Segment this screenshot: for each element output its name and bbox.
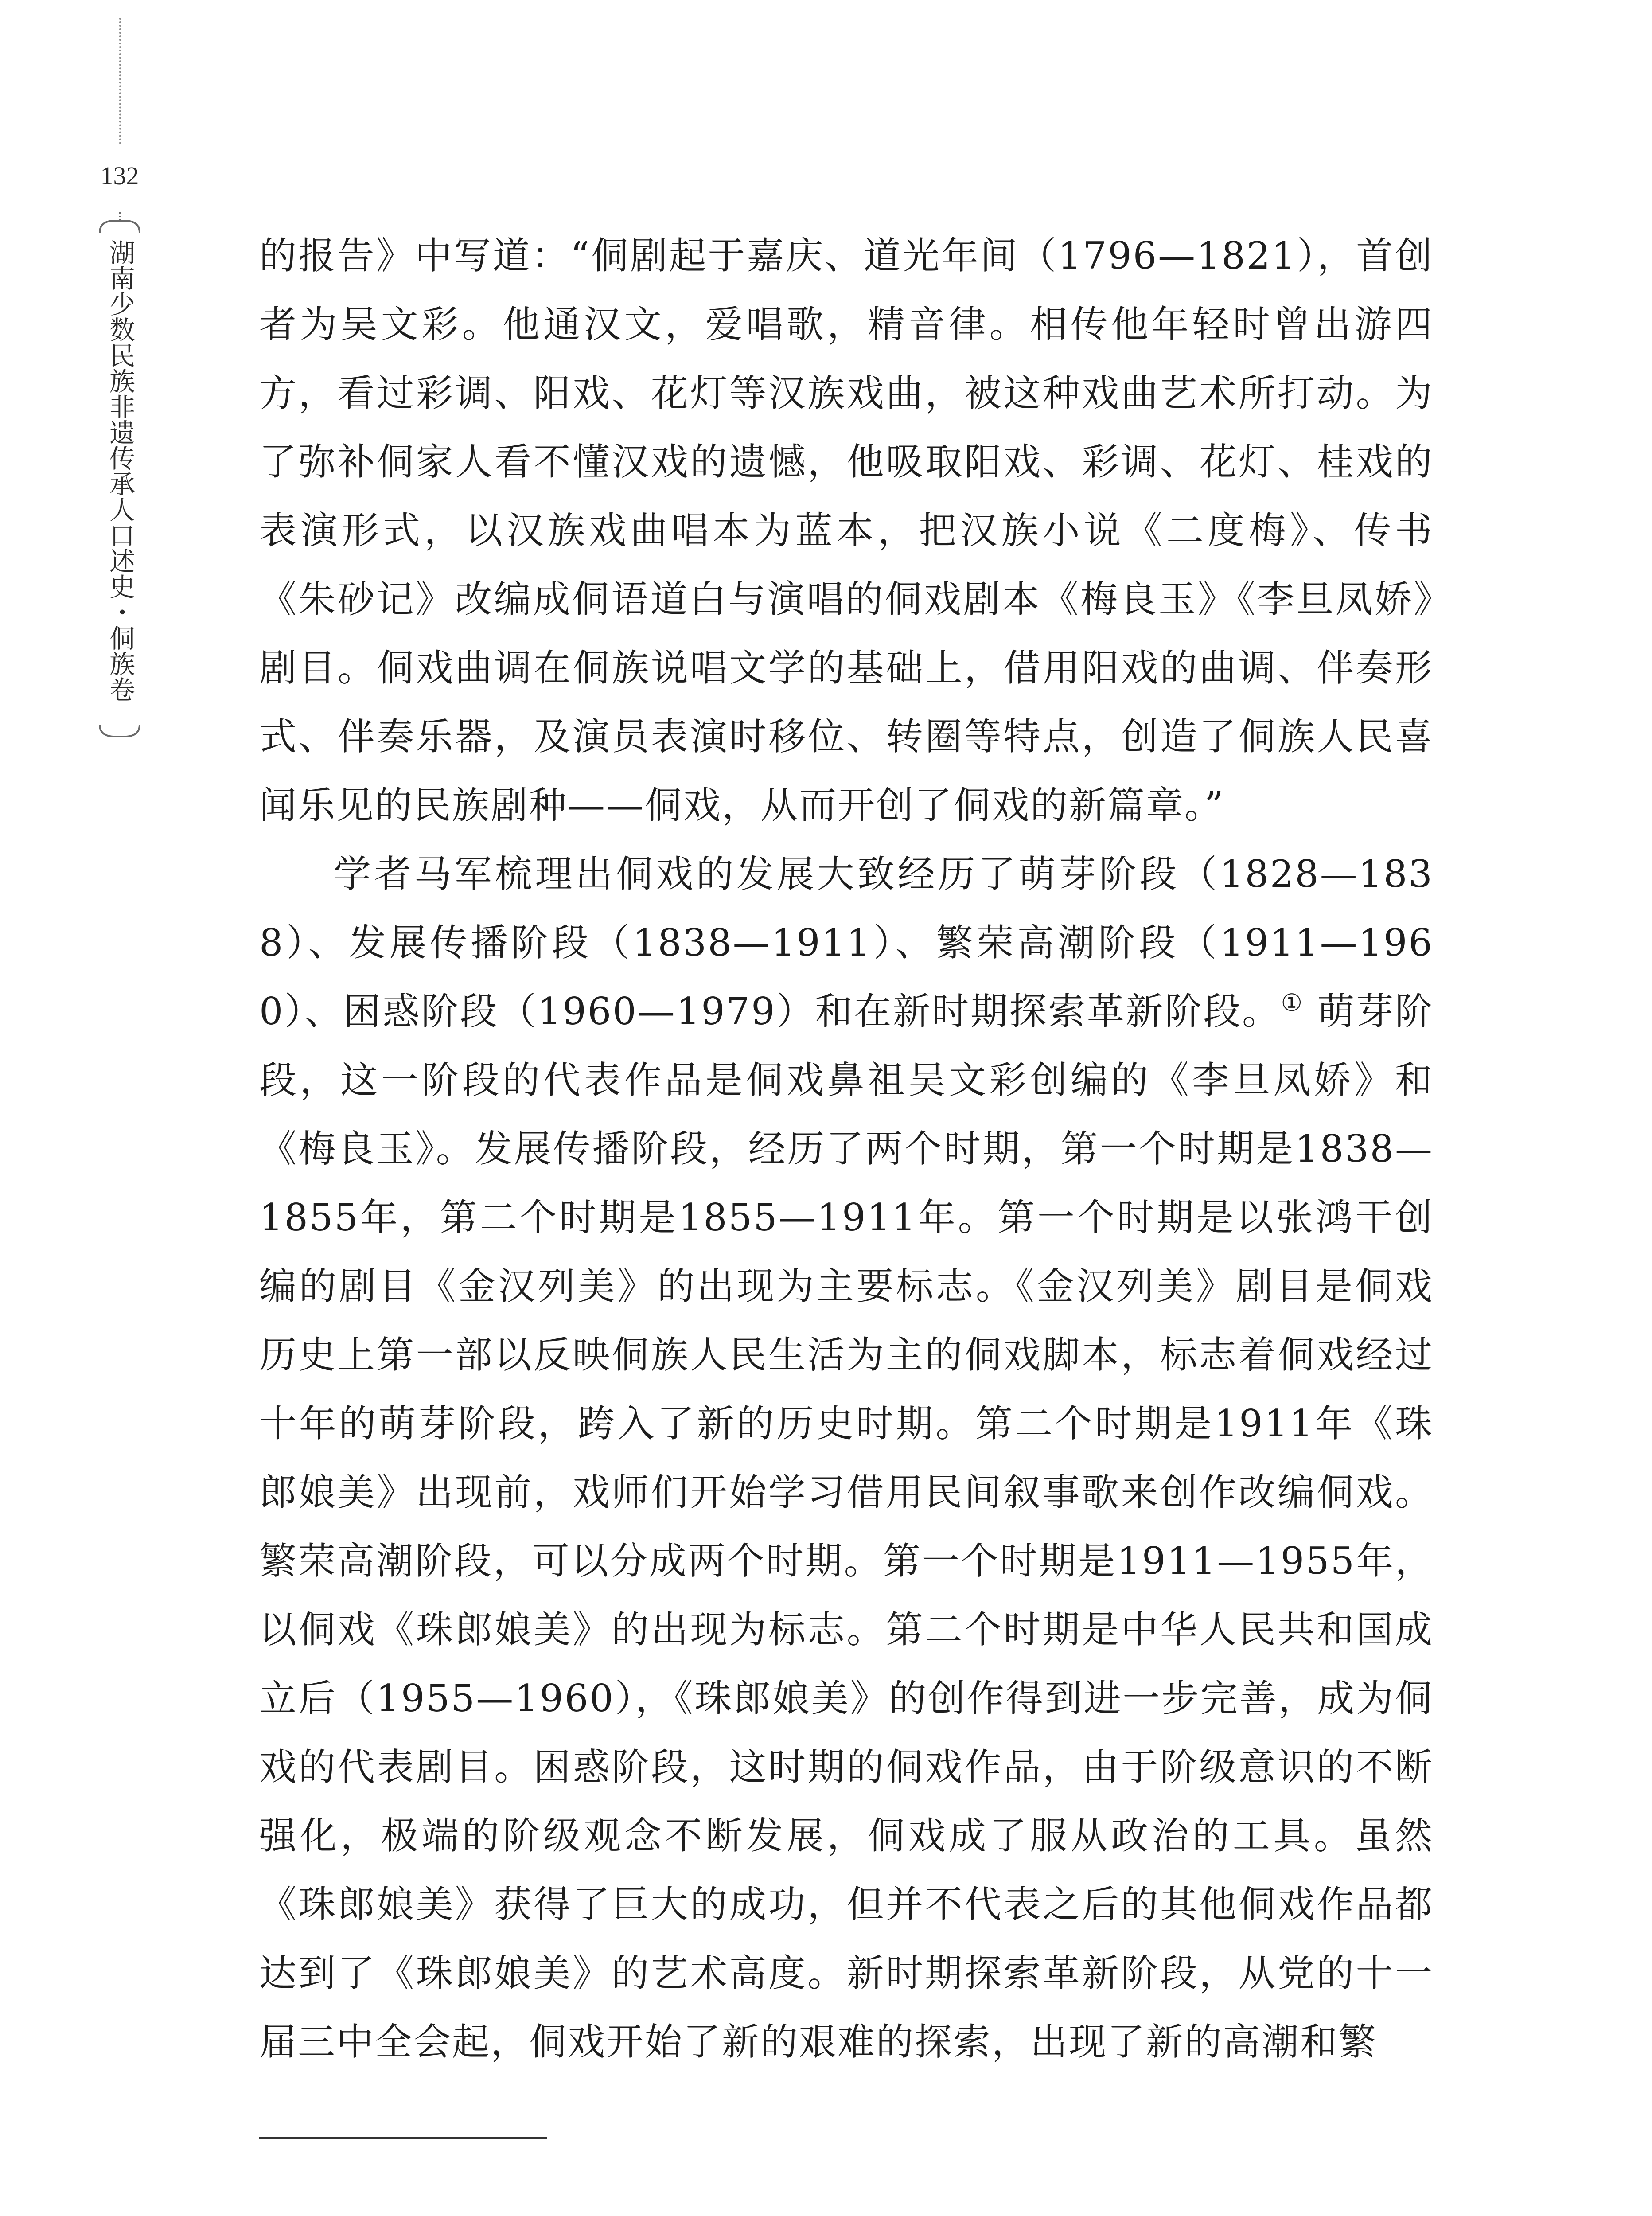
running-title: 湖南少数民族非遗传承人口述史・侗族卷	[105, 239, 135, 702]
body-text	[259, 222, 1434, 2076]
footnote-divider	[259, 2137, 547, 2139]
margin-bracket-bottom	[95, 722, 144, 749]
paragraph-2-part-b: 萌芽阶段，这一阶段的代表作品是侗戏鼻祖吴文彩创编的《李旦凤娇》和《梅良玉》。发展传播阶段，经历了两个时期，第一个时期是1838—1855年，第二个时期是1855—1911年。第一个时期是以张鸿干创编的剧目《金汉列美》的出现为主要标志。《金汉列美》剧目是侗戏历史上第一部以反映侗族人民生活为主的侗戏脚本，标志着侗戏经过十年的萌芽阶段，跨入了新的历史时期。第二个时期是1911年《珠郎娘美》出现前，戏师们开始学习借用民间叙事歌来创作改编侗戏。繁荣高潮阶段，可以分成两个时期。第一个时期是1911—1955年，以侗戏《珠郎娘美》的出现为标志。第二个时期是中华人民共和国成立后（1955—1960），《珠郎娘美》的创作得到进一步完善，成为侗戏的代表剧目。困惑阶段，这时期的侗戏作品，由于阶级意识的不断强化，极端的阶级观念不断发展，侗戏成了服从政治的工具。虽然《珠郎娘美》获得了巨大的成功，但并不代表之后的其他侗戏作品都达到了《珠郎娘美》的艺术高度。新时期探索革新阶段，从党的十一届三中全会起，侗戏开始了新的艰难的探索，出现了新的高潮和繁	[259, 990, 1434, 2064]
footnote-reference[interactable]: ①	[1281, 989, 1304, 1017]
page-number: 132	[100, 161, 139, 190]
paragraph-2	[259, 840, 1434, 2076]
margin-bracket-top	[95, 208, 144, 235]
margin-dotted-line	[119, 18, 121, 144]
paragraph-1: 的报告》中写道：“侗剧起于嘉庆、道光年间（1796—1821），首创者为吴文彩。他通汉文，爱唱歌，精音律。相传他年轻时曾出游四方，看过彩调、阳戏、花灯等汉族戏曲，被这种戏曲艺术所打动。为了弥补侗家人看不懂汉戏的遗憾，他吸取阳戏、彩调、花灯、桂戏的表演形式，以汉族戏曲唱本为蓝本，把汉族小说《二度梅》、传书《朱砂记》改编成侗语道白与演唱的侗戏剧本《梅良玉》《李旦凤娇》剧目。侗戏曲调在侗族说唱文学的基础上，借用阳戏的曲调、伴奏形式、伴奏乐器，及演员表演时移位、转圈等特点，创造了侗族人民喜闻乐见的民族剧种——侗戏，从而开创了侗戏的新篇章。”	[259, 234, 1434, 827]
paragraph-2-part-a: 学者马军梳理出侗戏的发展大致经历了萌芽阶段（1828—1838）、发展传播阶段（1838—1911）、繁荣高潮阶段（1911—1960）、困惑阶段（1960—1979）和在新时期探索革新阶段。	[259, 852, 1434, 1033]
